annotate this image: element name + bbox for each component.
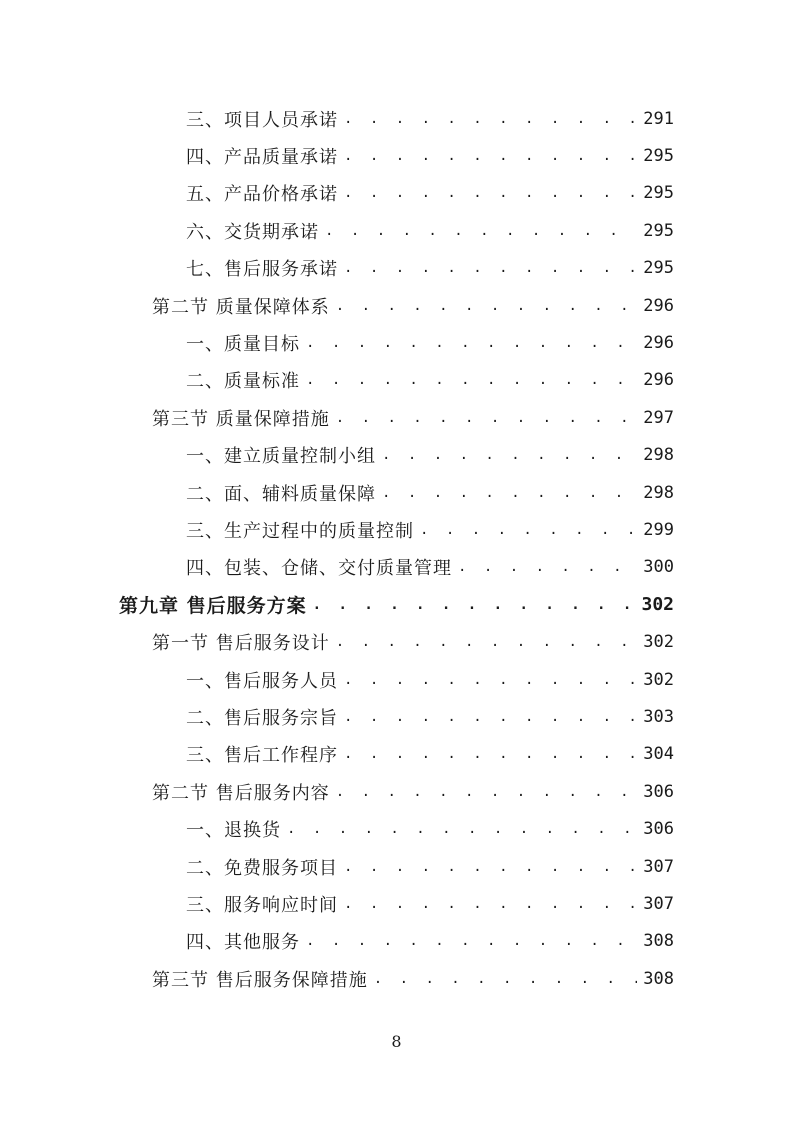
toc-dot-leader: [325, 223, 637, 239]
toc-entry-title: 第三节 售后服务保障措施: [152, 969, 368, 991]
toc-dot-leader: [336, 298, 638, 314]
toc-entry-page: 306: [643, 781, 674, 802]
toc-entry-title: 三、生产过程中的质量控制: [186, 520, 414, 542]
toc-entry[interactable]: [119, 586, 674, 623]
toc-entry[interactable]: [186, 100, 674, 137]
toc-dot-leader: [287, 821, 637, 837]
toc-entry-title: 七、售后服务承诺: [186, 259, 338, 281]
toc-dot-leader: [336, 784, 638, 800]
toc-entry-page: 296: [643, 295, 674, 316]
toc-entry-page: 299: [643, 519, 674, 540]
toc-entry-title: 三、售后工作程序: [186, 745, 338, 767]
toc-entry[interactable]: [186, 324, 674, 361]
toc-entry-page: 295: [643, 220, 674, 241]
toc-entry-title: 一、售后服务人员: [186, 670, 338, 692]
toc-entry-title: 第二节 质量保障体系: [152, 296, 330, 318]
toc-entry-title: 三、服务响应时间: [186, 894, 338, 916]
toc-entry-title: 第二节 售后服务内容: [152, 782, 330, 804]
toc-entry[interactable]: [186, 923, 674, 960]
toc-entry-title: 五、产品价格承诺: [186, 184, 338, 206]
toc-entry[interactable]: [186, 885, 674, 922]
toc-entry-page: 304: [643, 744, 674, 765]
toc-entry-page: 295: [643, 183, 674, 204]
toc-entry-title: 二、售后服务宗旨: [186, 707, 338, 729]
toc-entry[interactable]: [152, 287, 674, 324]
toc-dot-leader: [313, 597, 636, 613]
toc-entry-title: 二、面、辅料质量保障: [186, 483, 376, 505]
toc-dot-leader: [382, 485, 637, 501]
toc-dot-leader: [420, 522, 637, 538]
toc-entry-page: 308: [643, 931, 674, 952]
toc-entry[interactable]: [152, 624, 674, 661]
toc-entry-title: 二、质量标准: [186, 371, 300, 393]
toc-entry-title: 四、其他服务: [186, 932, 300, 954]
toc-dot-leader: [306, 335, 637, 351]
toc-entry-title: 六、交货期承诺: [186, 221, 319, 243]
toc-entry-title: 一、质量目标: [186, 333, 300, 355]
toc-entry-page: 297: [643, 407, 674, 428]
toc-entry-page: 306: [643, 819, 674, 840]
toc-entry[interactable]: [152, 773, 674, 810]
toc-entry[interactable]: [186, 175, 674, 212]
toc-entry[interactable]: [186, 437, 674, 474]
toc-dot-leader: [344, 709, 637, 725]
toc-entry-title: 第一节 售后服务设计: [152, 633, 330, 655]
toc-dot-leader: [344, 672, 637, 688]
toc-entry[interactable]: [186, 212, 674, 249]
toc-dot-leader: [344, 859, 637, 875]
toc-dot-leader: [336, 634, 638, 650]
toc-dot-leader: [344, 185, 637, 201]
toc-entry-title: 四、产品质量承诺: [186, 146, 338, 168]
toc-entry-page: 295: [643, 145, 674, 166]
toc-dot-leader: [344, 148, 637, 164]
toc-entry[interactable]: [152, 960, 674, 997]
toc-entry-page: 295: [643, 258, 674, 279]
toc-dot-leader: [382, 447, 637, 463]
toc-dot-leader: [458, 559, 637, 575]
toc-entry[interactable]: [152, 399, 674, 436]
toc-entry-title: 一、退换货: [186, 820, 281, 842]
toc-entry[interactable]: [186, 250, 674, 287]
toc-entry-title: 第三节 质量保障措施: [152, 408, 330, 430]
toc-dot-leader: [374, 971, 638, 987]
toc-entry[interactable]: [186, 549, 674, 586]
toc-entry-page: 298: [643, 445, 674, 466]
toc-entry-page: 291: [643, 108, 674, 129]
toc-dot-leader: [344, 746, 637, 762]
toc-entry-page: 302: [641, 594, 674, 616]
toc-entry-page: 307: [643, 856, 674, 877]
toc-entry[interactable]: [186, 848, 674, 885]
toc-entry[interactable]: [186, 811, 674, 848]
toc-dot-leader: [344, 896, 637, 912]
toc-entry-page: 300: [643, 557, 674, 578]
toc-entry[interactable]: [186, 511, 674, 548]
toc-entry-title: 第九章 售后服务方案: [119, 595, 307, 618]
toc-entry-page: 308: [643, 968, 674, 989]
toc-entry[interactable]: [186, 661, 674, 698]
toc-entry[interactable]: [186, 474, 674, 511]
toc-dot-leader: [306, 372, 637, 388]
page-number: 8: [391, 1032, 402, 1051]
toc-entry-title: 一、建立质量控制小组: [186, 446, 376, 468]
toc-entry-page: 296: [643, 332, 674, 353]
toc-entry-page: 296: [643, 370, 674, 391]
toc-dot-leader: [336, 410, 638, 426]
toc-entry[interactable]: [186, 736, 674, 773]
toc-entry-title: 二、免费服务项目: [186, 857, 338, 879]
toc-dot-leader: [344, 111, 637, 127]
toc-dot-leader: [306, 933, 637, 949]
toc-entry-page: 302: [643, 669, 674, 690]
toc-entry-page: 307: [643, 893, 674, 914]
toc-entry-title: 三、项目人员承诺: [186, 109, 338, 131]
toc-entry-title: 四、包装、仓储、交付质量管理: [186, 558, 452, 580]
toc-entry[interactable]: [186, 137, 674, 174]
toc-entry-page: 303: [643, 706, 674, 727]
toc-entry-page: 302: [643, 632, 674, 653]
toc-entry[interactable]: [186, 362, 674, 399]
toc-dot-leader: [344, 260, 637, 276]
toc-entry[interactable]: [186, 698, 674, 735]
toc-entry-page: 298: [643, 482, 674, 503]
